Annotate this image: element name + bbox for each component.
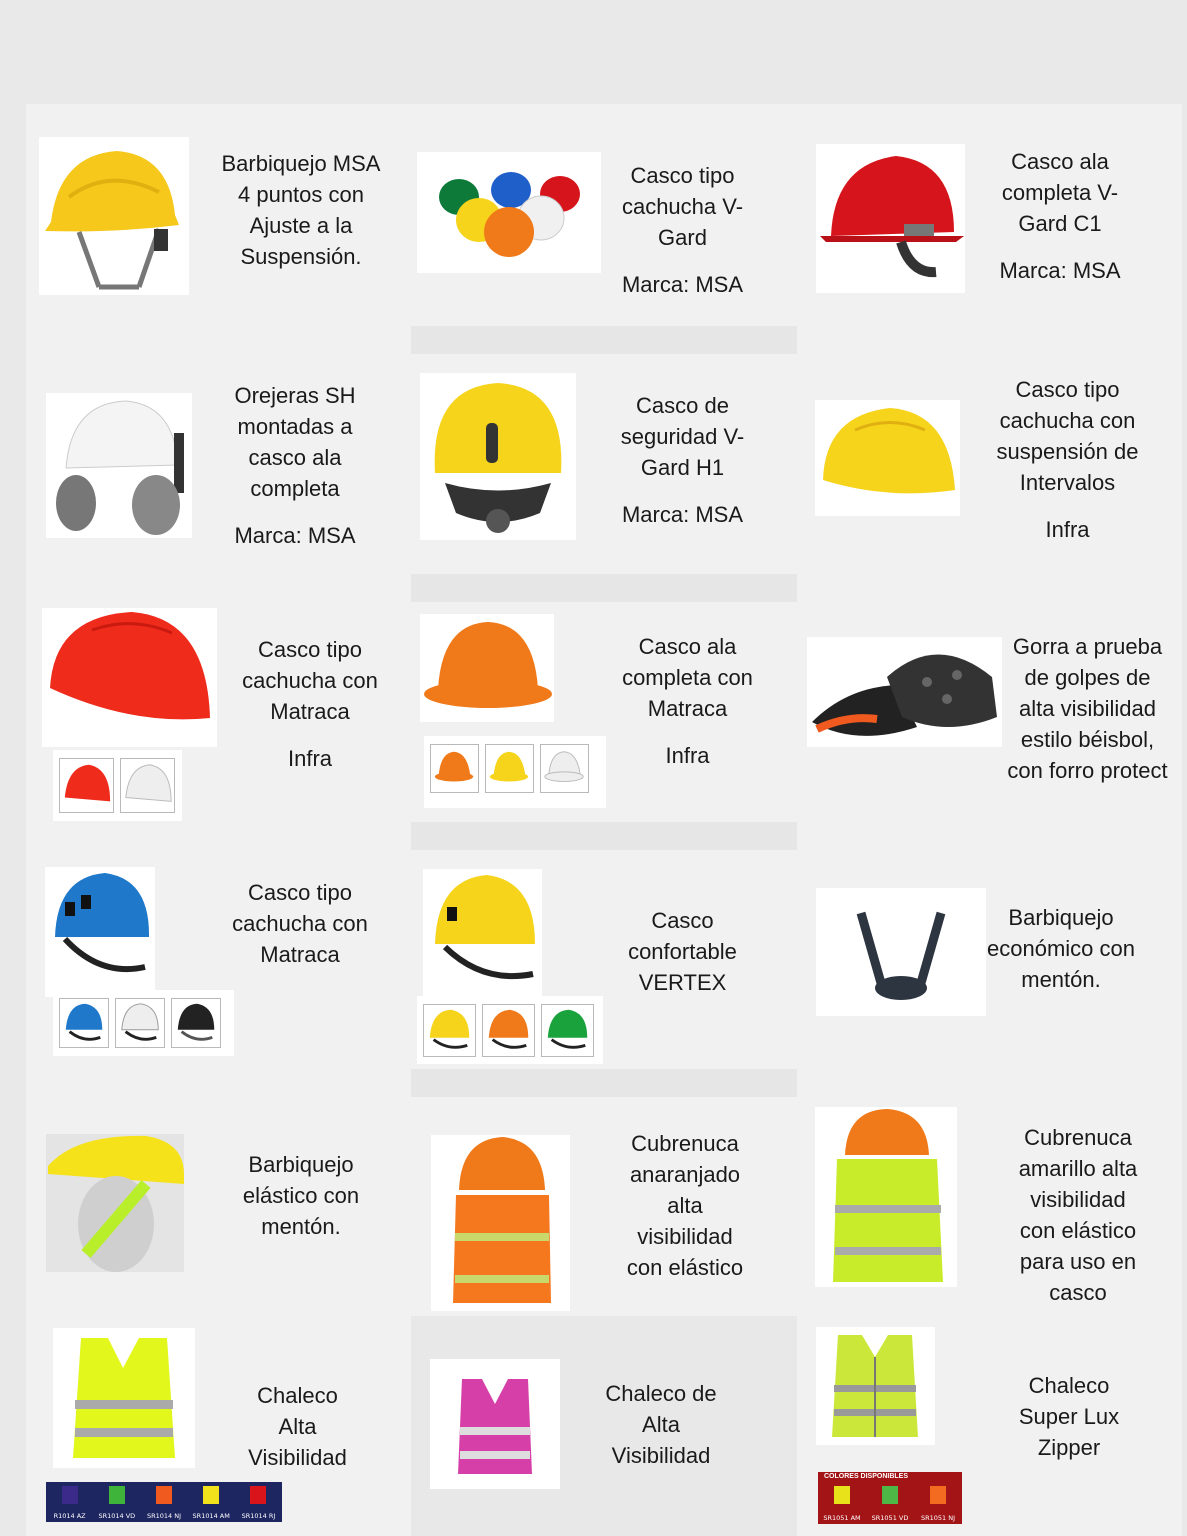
color-options-strip — [53, 990, 234, 1056]
product-line: visibilidad — [637, 1224, 733, 1249]
divider-band — [411, 326, 797, 354]
divider-band — [411, 574, 797, 602]
product-line: con elástico — [626, 1255, 744, 1280]
product-line: seguridad V- — [620, 424, 745, 449]
product-line: Barbiquejo — [248, 1152, 354, 1177]
product-line: completa — [250, 476, 340, 501]
swatch-code: SR1014 RJ — [241, 1512, 276, 1520]
yellow-vgard-h1-image — [420, 373, 576, 540]
product-line: Gard — [658, 225, 707, 250]
product-line: elástico con — [242, 1183, 360, 1208]
product-text — [605, 905, 760, 998]
swatch-chip — [109, 1486, 125, 1504]
color-swatch — [140, 1482, 187, 1522]
swatch-chip — [882, 1486, 898, 1504]
product-text — [1000, 631, 1175, 786]
product-line: Casco tipo — [630, 163, 735, 188]
swatch-chip — [62, 1486, 78, 1504]
color-option-white[interactable] — [120, 758, 175, 813]
color-option-orange[interactable] — [482, 1004, 535, 1057]
color-swatch — [188, 1482, 235, 1522]
swatch-code: SR1051 AM — [823, 1514, 861, 1522]
product-text — [610, 631, 765, 771]
product-line: amarillo alta — [1018, 1156, 1138, 1181]
product-brand: Infra — [287, 746, 333, 771]
product-line: Chaleco de — [605, 1381, 717, 1406]
color-options-strip — [424, 736, 606, 808]
product-line: casco ala — [248, 445, 342, 470]
color-option-black[interactable] — [171, 998, 221, 1048]
hivis-vest-image — [53, 1328, 195, 1468]
product-line: Cubrenuca — [631, 1131, 739, 1156]
product-line: Casco tipo — [1015, 377, 1120, 402]
product-line: Intervalos — [1019, 470, 1116, 495]
swatch-code: SR1014 NJ — [146, 1512, 182, 1520]
product-text — [985, 146, 1135, 286]
product-brand: Infra — [665, 743, 710, 768]
product-line: Gard C1 — [1018, 211, 1102, 236]
product-line: con forro protect — [1007, 758, 1168, 783]
product-text — [590, 1378, 732, 1471]
swatch-code: R1014 AZ — [53, 1512, 86, 1520]
product-line: económico con — [987, 936, 1135, 961]
swatch-code: SR1014 VD — [98, 1512, 136, 1520]
product-line: Matraca — [260, 942, 340, 967]
yellow-neck-shade-image — [815, 1107, 957, 1287]
elastic-chin-strap-image — [46, 1134, 184, 1272]
color-swatch — [93, 1482, 140, 1522]
product-line: alta visibilidad — [1019, 696, 1156, 721]
product-line: completa V- — [1001, 180, 1119, 205]
pink-vest-image — [430, 1359, 560, 1489]
product-line: completa con — [622, 665, 753, 690]
product-line: Casco — [651, 908, 714, 933]
product-line: mentón. — [1021, 967, 1101, 992]
swatch-code: SR1014 AM — [192, 1512, 230, 1520]
product-line: Gard H1 — [640, 455, 725, 480]
product-line: confortable — [628, 939, 737, 964]
product-text — [225, 634, 395, 774]
chin-strap-helmet-image — [39, 137, 189, 295]
economy-chin-strap-image — [816, 888, 986, 1016]
product-text — [1002, 1122, 1154, 1308]
product-line: mentón. — [261, 1214, 341, 1239]
product-line: cachucha con — [999, 408, 1136, 433]
product-line: Matraca — [270, 699, 350, 724]
product-line: Barbiquejo — [1008, 905, 1114, 930]
product-line: Chaleco — [257, 1383, 338, 1408]
color-swatch — [818, 1472, 866, 1524]
colors-available-title: COLORES DISPONIBLES — [824, 1473, 909, 1480]
divider-band — [411, 822, 797, 850]
product-brand: Marca: MSA — [999, 258, 1121, 283]
color-option-yellow[interactable] — [423, 1004, 476, 1057]
product-line: Orejeras SH — [234, 383, 356, 408]
product-line: Zipper — [1037, 1435, 1101, 1460]
bump-cap-image — [807, 637, 1002, 747]
product-line: Visibilidad — [248, 1445, 347, 1470]
product-text — [980, 902, 1142, 995]
super-lux-zipper-vest-image — [816, 1327, 935, 1445]
yellow-vertex-helmet-image — [423, 869, 542, 999]
product-line: Suspensión. — [240, 244, 362, 269]
product-line: casco — [1049, 1280, 1107, 1305]
vest-color-bar — [46, 1482, 282, 1522]
product-text — [220, 877, 380, 970]
color-option-red[interactable] — [59, 758, 114, 813]
product-line: suspensión de — [996, 439, 1139, 464]
product-line: VERTEX — [638, 970, 727, 995]
product-line: Casco ala — [1011, 149, 1109, 174]
blue-climbing-helmet-image — [45, 867, 155, 997]
product-line: Casco tipo — [258, 637, 362, 662]
product-line: cachucha con — [232, 911, 368, 936]
color-swatch — [914, 1472, 962, 1524]
product-line: Cubrenuca — [1024, 1125, 1132, 1150]
product-line: Alta — [278, 1414, 317, 1439]
product-line: anaranjado — [629, 1162, 741, 1187]
swatch-chip — [203, 1486, 219, 1504]
red-ratchet-helmet-image — [42, 608, 217, 747]
orange-full-brim-helmet-image — [420, 614, 554, 722]
product-line: de golpes de — [1024, 665, 1151, 690]
product-line: Alta — [642, 1412, 680, 1437]
product-line: cachucha V- — [621, 194, 744, 219]
product-text — [995, 1370, 1143, 1463]
product-line: cachucha con — [242, 668, 378, 693]
color-option-blue[interactable] — [59, 998, 109, 1048]
product-text — [205, 148, 397, 272]
product-line: visibilidad — [1030, 1187, 1126, 1212]
product-line: Casco ala — [638, 634, 737, 659]
orange-neck-shade-image — [431, 1135, 570, 1311]
product-line: montadas a — [237, 414, 353, 439]
product-line: Matraca — [647, 696, 728, 721]
color-option-white[interactable] — [540, 744, 589, 793]
color-options-strip — [53, 750, 182, 821]
swatch-code: SR1051 VD — [871, 1514, 909, 1522]
product-line: 4 puntos con — [238, 182, 364, 207]
swatch-chip — [930, 1486, 946, 1504]
earmuff-helmet-image — [46, 393, 192, 538]
color-swatch — [235, 1482, 282, 1522]
product-line: Casco tipo — [248, 880, 352, 905]
product-brand: Marca: MSA — [621, 502, 744, 527]
product-line: para uso en — [1019, 1249, 1137, 1274]
product-text — [225, 1149, 377, 1242]
product-line: Ajuste a la — [249, 213, 353, 238]
color-option-green[interactable] — [541, 1004, 594, 1057]
product-line: Barbiquejo MSA — [221, 151, 381, 176]
color-swatch — [866, 1472, 914, 1524]
color-swatch — [46, 1482, 93, 1522]
multicolor-helmets-image — [417, 152, 601, 273]
product-text — [605, 160, 760, 300]
product-text — [985, 374, 1150, 545]
product-line: Chaleco — [1028, 1373, 1110, 1398]
product-line: alta — [667, 1193, 703, 1218]
product-text — [215, 380, 375, 551]
red-helmet-image — [816, 144, 965, 293]
color-option-white[interactable] — [115, 998, 165, 1048]
product-text — [610, 1128, 760, 1283]
superlux-color-bar — [818, 1472, 962, 1524]
product-line: estilo béisbol, — [1020, 727, 1155, 752]
product-brand: Marca: MSA — [621, 272, 744, 297]
swatch-chip — [156, 1486, 172, 1504]
swatch-chip — [250, 1486, 266, 1504]
color-options-strip — [417, 996, 603, 1064]
product-line: Super Lux — [1018, 1404, 1120, 1429]
swatch-code: SR1051 NJ — [920, 1514, 956, 1522]
swatch-chip — [834, 1486, 850, 1504]
product-line: con elástico — [1019, 1218, 1137, 1243]
product-text — [225, 1380, 370, 1473]
product-text — [605, 390, 760, 530]
divider-band — [411, 1069, 797, 1097]
product-brand: Infra — [1045, 517, 1090, 542]
product-line: Casco de — [636, 393, 729, 418]
color-option-orange[interactable] — [430, 744, 479, 793]
yellow-cap-helmet-image — [815, 400, 960, 516]
product-brand: Marca: MSA — [234, 523, 356, 548]
color-option-yellow[interactable] — [485, 744, 534, 793]
product-line: Visibilidad — [611, 1443, 711, 1468]
product-line: Gorra a prueba — [1012, 634, 1163, 659]
